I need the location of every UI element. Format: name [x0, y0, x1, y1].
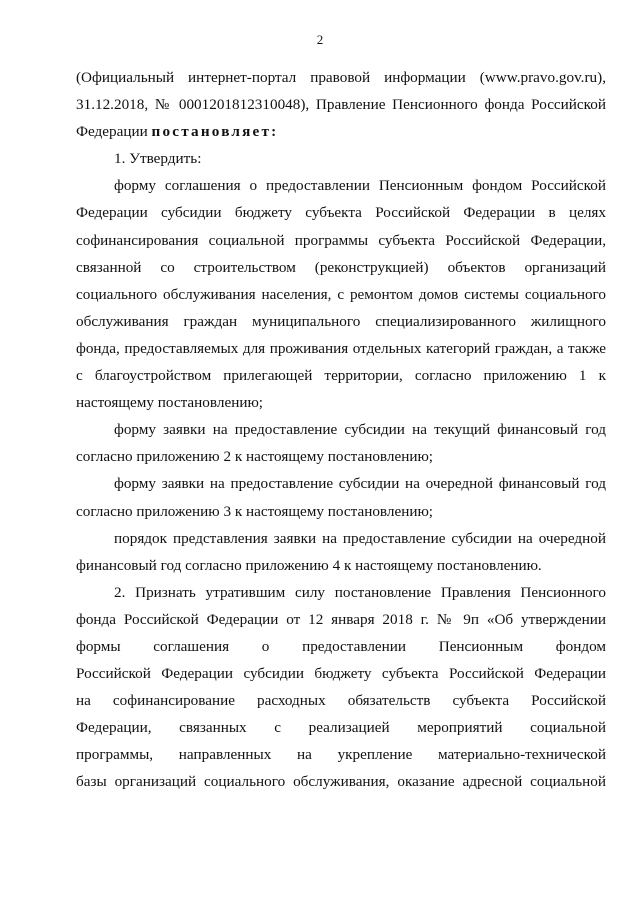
text-line: форму заявки на предоставление субсидии на текущий финансовый год [114, 421, 606, 439]
text-line: форму соглашения о предоставлении Пенсионным фондом Российской [114, 177, 606, 195]
page-number: 2 [316, 32, 324, 47]
text-line: формы соглашения о предоставлении Пенсионным фондом [76, 637, 606, 655]
text-line: финансовый год согласно приложению 4 к настоящему постановлению. [76, 556, 542, 574]
text-line: Федерации субсидии бюджету субъекта Российской Федерации в целях [76, 204, 606, 222]
text-line: 31.12.2018, № 0001201812310048), Правление Пенсионного фонда Российской [76, 96, 606, 114]
text-line: настоящему постановлению; [76, 394, 264, 412]
text-line-federation: Федерации [76, 123, 148, 141]
text-line: 1. Утвердить: [114, 150, 202, 168]
text-line: согласно приложению 2 к настоящему постановлению; [76, 448, 434, 466]
text-line: на софинансирование расходных обязательств субъекта Российской [76, 692, 606, 710]
text-line: фонда Российской Федерации от 12 января 2018 г. № 9п «Об утверждении [76, 610, 606, 628]
text-line: обслуживания граждан муниципального специализированного жилищного [76, 312, 606, 330]
text-line: базы организаций социального обслуживания, оказание адресной социальной [76, 773, 606, 791]
text-line: софинансирования социальной программы субъекта Российской Федерации, [76, 231, 606, 249]
decree-word: постановляет: [151, 123, 279, 141]
text-line: программы, направленных на укрепление материально-технической [76, 746, 606, 764]
text-line: фонда, предоставляемых для проживания отдельных категорий граждан, а также [76, 339, 606, 357]
text-line: порядок представления заявки на предоставление субсидии на очередной [114, 529, 606, 547]
text-line: с благоустройством прилегающей территории, согласно приложению 1 к [76, 367, 606, 385]
text-line: 2. Признать утратившим силу постановление Правления Пенсионного [114, 583, 606, 601]
text-line: Федерации, связанных с реализацией мероприятий социальной [76, 719, 606, 737]
text-line: связанной со строительством (реконструкцией) объектов организаций [76, 258, 606, 276]
document-body [76, 64, 606, 796]
text-line: социального обслуживания населения, с ремонтом домов системы социального [76, 285, 606, 303]
text-line: Российской Федерации субсидии бюджету субъекта Российской Федерации [76, 665, 606, 683]
text-line: согласно приложению 3 к настоящему постановлению; [76, 502, 434, 520]
text-line: форму заявки на предоставление субсидии на очередной финансовый год [114, 475, 606, 493]
text-line: (Официальный интернет-портал правовой информации (www.pravo.gov.ru), [76, 69, 606, 86]
text-line-decree [76, 118, 606, 145]
